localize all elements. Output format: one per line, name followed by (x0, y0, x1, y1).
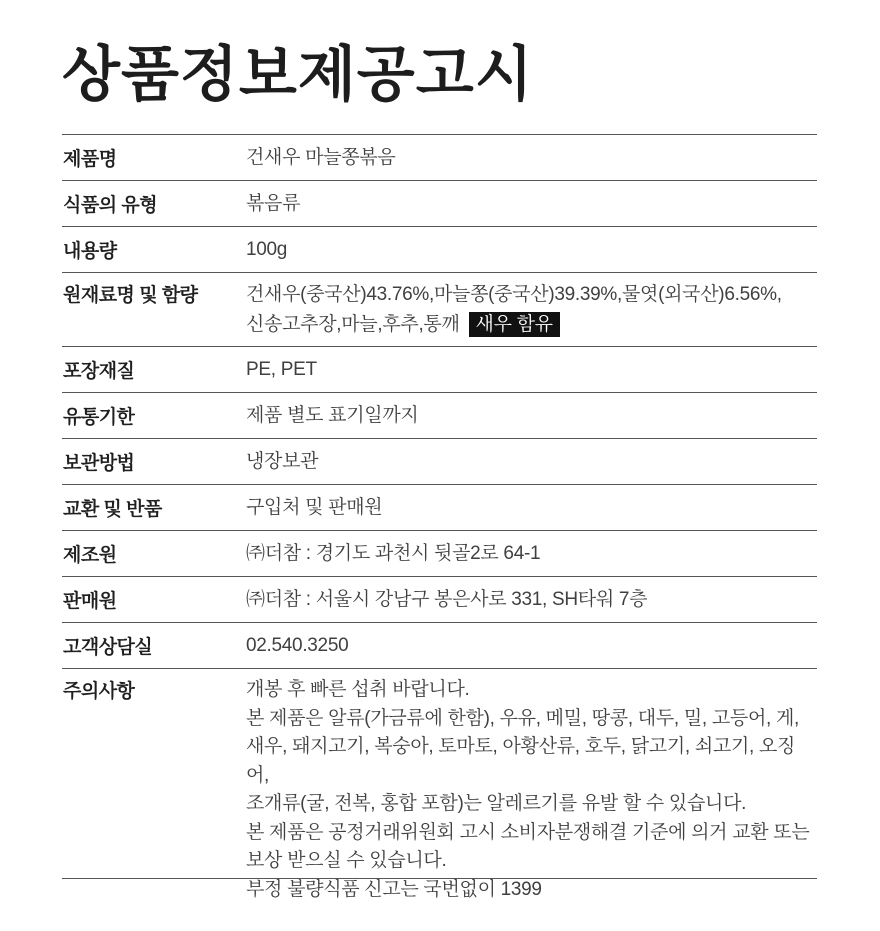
table-row-customer-service (62, 622, 817, 668)
table-row-food-type (62, 180, 817, 226)
row-value: ㈜더참 : 경기도 과천시 뒷골2로 64-1 (246, 542, 541, 564)
row-value (246, 273, 817, 340)
ingredients-line-1: 건새우(중국산)43.76%,마늘쫑(중국산)39.39%,물엿(외국산)6.56%, (246, 284, 782, 305)
row-label: 내용량 (63, 241, 117, 262)
caution-line: 개봉 후 빠른 섭취 바랍니다. (246, 679, 470, 700)
row-label: 보관방법 (63, 453, 135, 474)
row-value (246, 669, 817, 904)
row-value: 냉장보관 (246, 450, 319, 472)
ingredients-line-2-text: 신송고추장,마늘,후추,통깨 (246, 314, 460, 335)
caution-line: 새우, 돼지고기, 복숭아, 토마토, 아황산류, 호두, 닭고기, 쇠고기, 오징어, (246, 736, 796, 786)
caution-line: 본 제품은 알류(가금류에 한함), 우유, 메밀, 땅콩, 대두, 밀, 고등어, 게, (246, 707, 800, 729)
row-label: 주의사항 (63, 681, 135, 702)
caution-line: 본 제품은 공정거래위원회 고시 소비자분쟁해결 기준에 의거 교환 또는 (246, 821, 810, 843)
row-value: 볶음류 (246, 192, 301, 214)
table-row-net-content (62, 226, 817, 272)
allergen-badge: 새우 함유 (469, 312, 560, 337)
caution-line: 부정 불량식품 신고는 국번없이 1399 (246, 878, 542, 900)
row-value: ㈜더참 : 서울시 강남구 봉은사로 331, SH타워 7층 (246, 588, 648, 610)
caution-line: 보상 받으실 수 있습니다. (246, 850, 447, 871)
row-label: 원재료명 및 함량 (63, 285, 198, 306)
table-row-ingredients (62, 272, 817, 346)
table-row-shelf-life (62, 392, 817, 438)
row-label: 교환 및 반품 (63, 499, 162, 520)
row-label: 제조원 (63, 545, 117, 566)
ingredients-line-2 (246, 310, 817, 340)
table-row-packaging (62, 346, 817, 392)
row-value: 제품 별도 표기일까지 (246, 404, 419, 426)
product-info-table (62, 134, 817, 900)
row-value: 건새우 마늘쫑볶음 (246, 146, 396, 168)
table-row-manufacturer (62, 530, 817, 576)
row-value: PE, PET (246, 358, 317, 380)
table-row-product-name (62, 134, 817, 180)
table-row-caution (62, 668, 817, 900)
row-label: 판매원 (63, 591, 117, 612)
page-title: 상품정보제공고시 (62, 40, 534, 110)
row-label: 제품명 (63, 149, 117, 170)
table-row-exchange-return (62, 484, 817, 530)
row-label: 포장재질 (63, 361, 135, 382)
caution-line: 조개류(굴, 전복, 홍합 포함)는 알레르기를 유발 할 수 있습니다. (246, 793, 747, 814)
row-value: 100g (246, 238, 288, 260)
table-row-seller (62, 576, 817, 622)
row-value: 구입처 및 판매원 (246, 496, 383, 518)
row-value: 02.540.3250 (246, 634, 349, 656)
row-label: 고객상담실 (63, 637, 153, 658)
row-label: 유통기한 (63, 407, 135, 428)
table-row-storage (62, 438, 817, 484)
row-label: 식품의 유형 (63, 195, 158, 216)
